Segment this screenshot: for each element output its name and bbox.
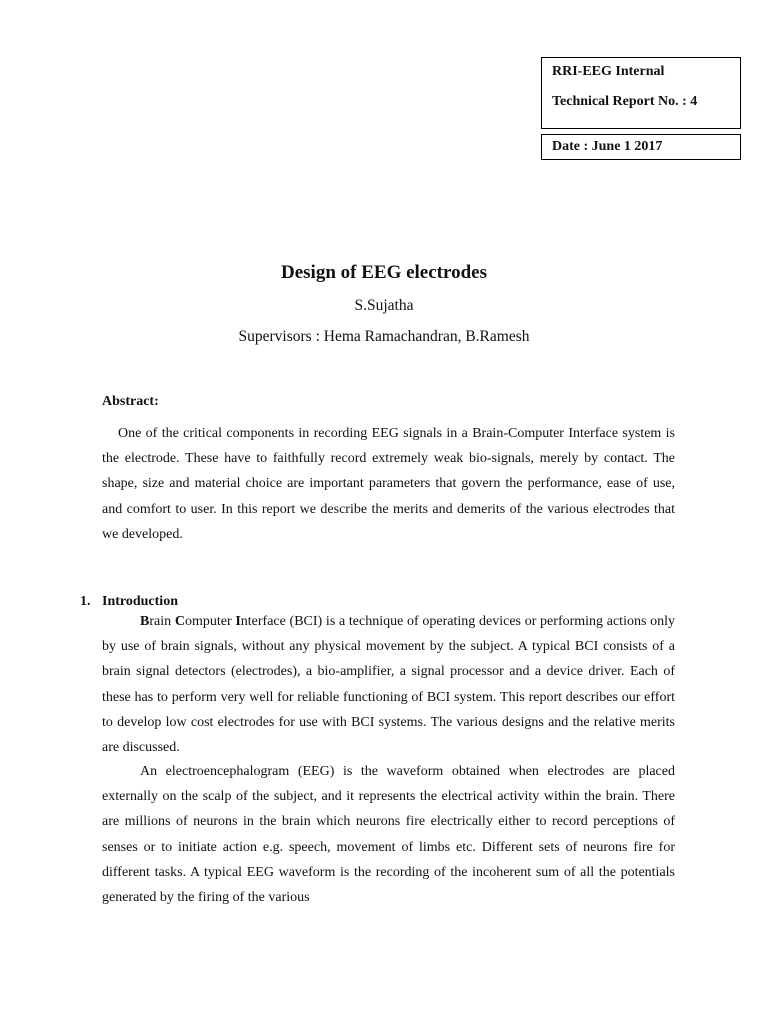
abstract-heading: Abstract:	[102, 394, 159, 409]
supervisors-line: Supervisors : Hema Ramachandran, B.Ramesh	[238, 328, 530, 345]
introduction-paragraph-2: An electroencephalogram (EEG) is the waveform obtained when electrodes are placed externally on the scalp of the subject, and it represents the electrical activity within the brain. There are millions of neurons in the brain which neurons fire electrically either to record perceptions of senses or to initiate action e.g. speech, movement of limbs etc. Different sets of neurons fire for different tasks. A typical EEG waveform is the recording of the incoherent sum of all the potentials generated by the firing of the various	[102, 764, 675, 906]
abstract-paragraph: One of the critical components in recording EEG signals in a Brain-Computer Interface system is the electrode. These have to faithfully record extremely weak bio-signals, merely by contact. The shape, size and material choice are important parameters that govern the performance, ease of use, and comfort to user. In this report we describe the merits and demerits of the various electrodes that we developed.	[102, 426, 675, 542]
bci-initial-i: I	[235, 614, 241, 629]
report-number-box	[541, 57, 741, 129]
bci-initial-c: C	[174, 614, 185, 629]
report-date-box	[541, 134, 741, 160]
report-series-label: RRI-EEG Internal	[552, 64, 665, 79]
author-name: S.Sujatha	[354, 297, 414, 314]
introduction-paragraph-1	[102, 609, 675, 760]
report-number-label: Technical Report No. : 4	[552, 94, 698, 109]
document-title: Design of EEG electrodes	[281, 262, 487, 283]
section-number: 1.	[80, 594, 91, 609]
introduction-heading	[80, 594, 178, 610]
text-run: rain	[149, 614, 175, 629]
bci-initial-b: B	[140, 614, 150, 629]
text-run: nterface (BCI) is a technique of operating devices or performing actions only by use of brain signals, without any physical movement by the subject. A typical BCI consists of a brain signal detectors (electrodes), a bio-amplifier, a signal processor and a device driver. Each of these has to perform very well for reliable functioning of BCI system. This report describes our effort to develop low cost electrodes for use with BCI systems. The various designs and the relative merits are discussed.	[102, 614, 676, 756]
report-date: Date : June 1 2017	[552, 139, 663, 154]
section-title: Introduction	[102, 594, 178, 609]
text-run: omputer	[184, 614, 236, 629]
